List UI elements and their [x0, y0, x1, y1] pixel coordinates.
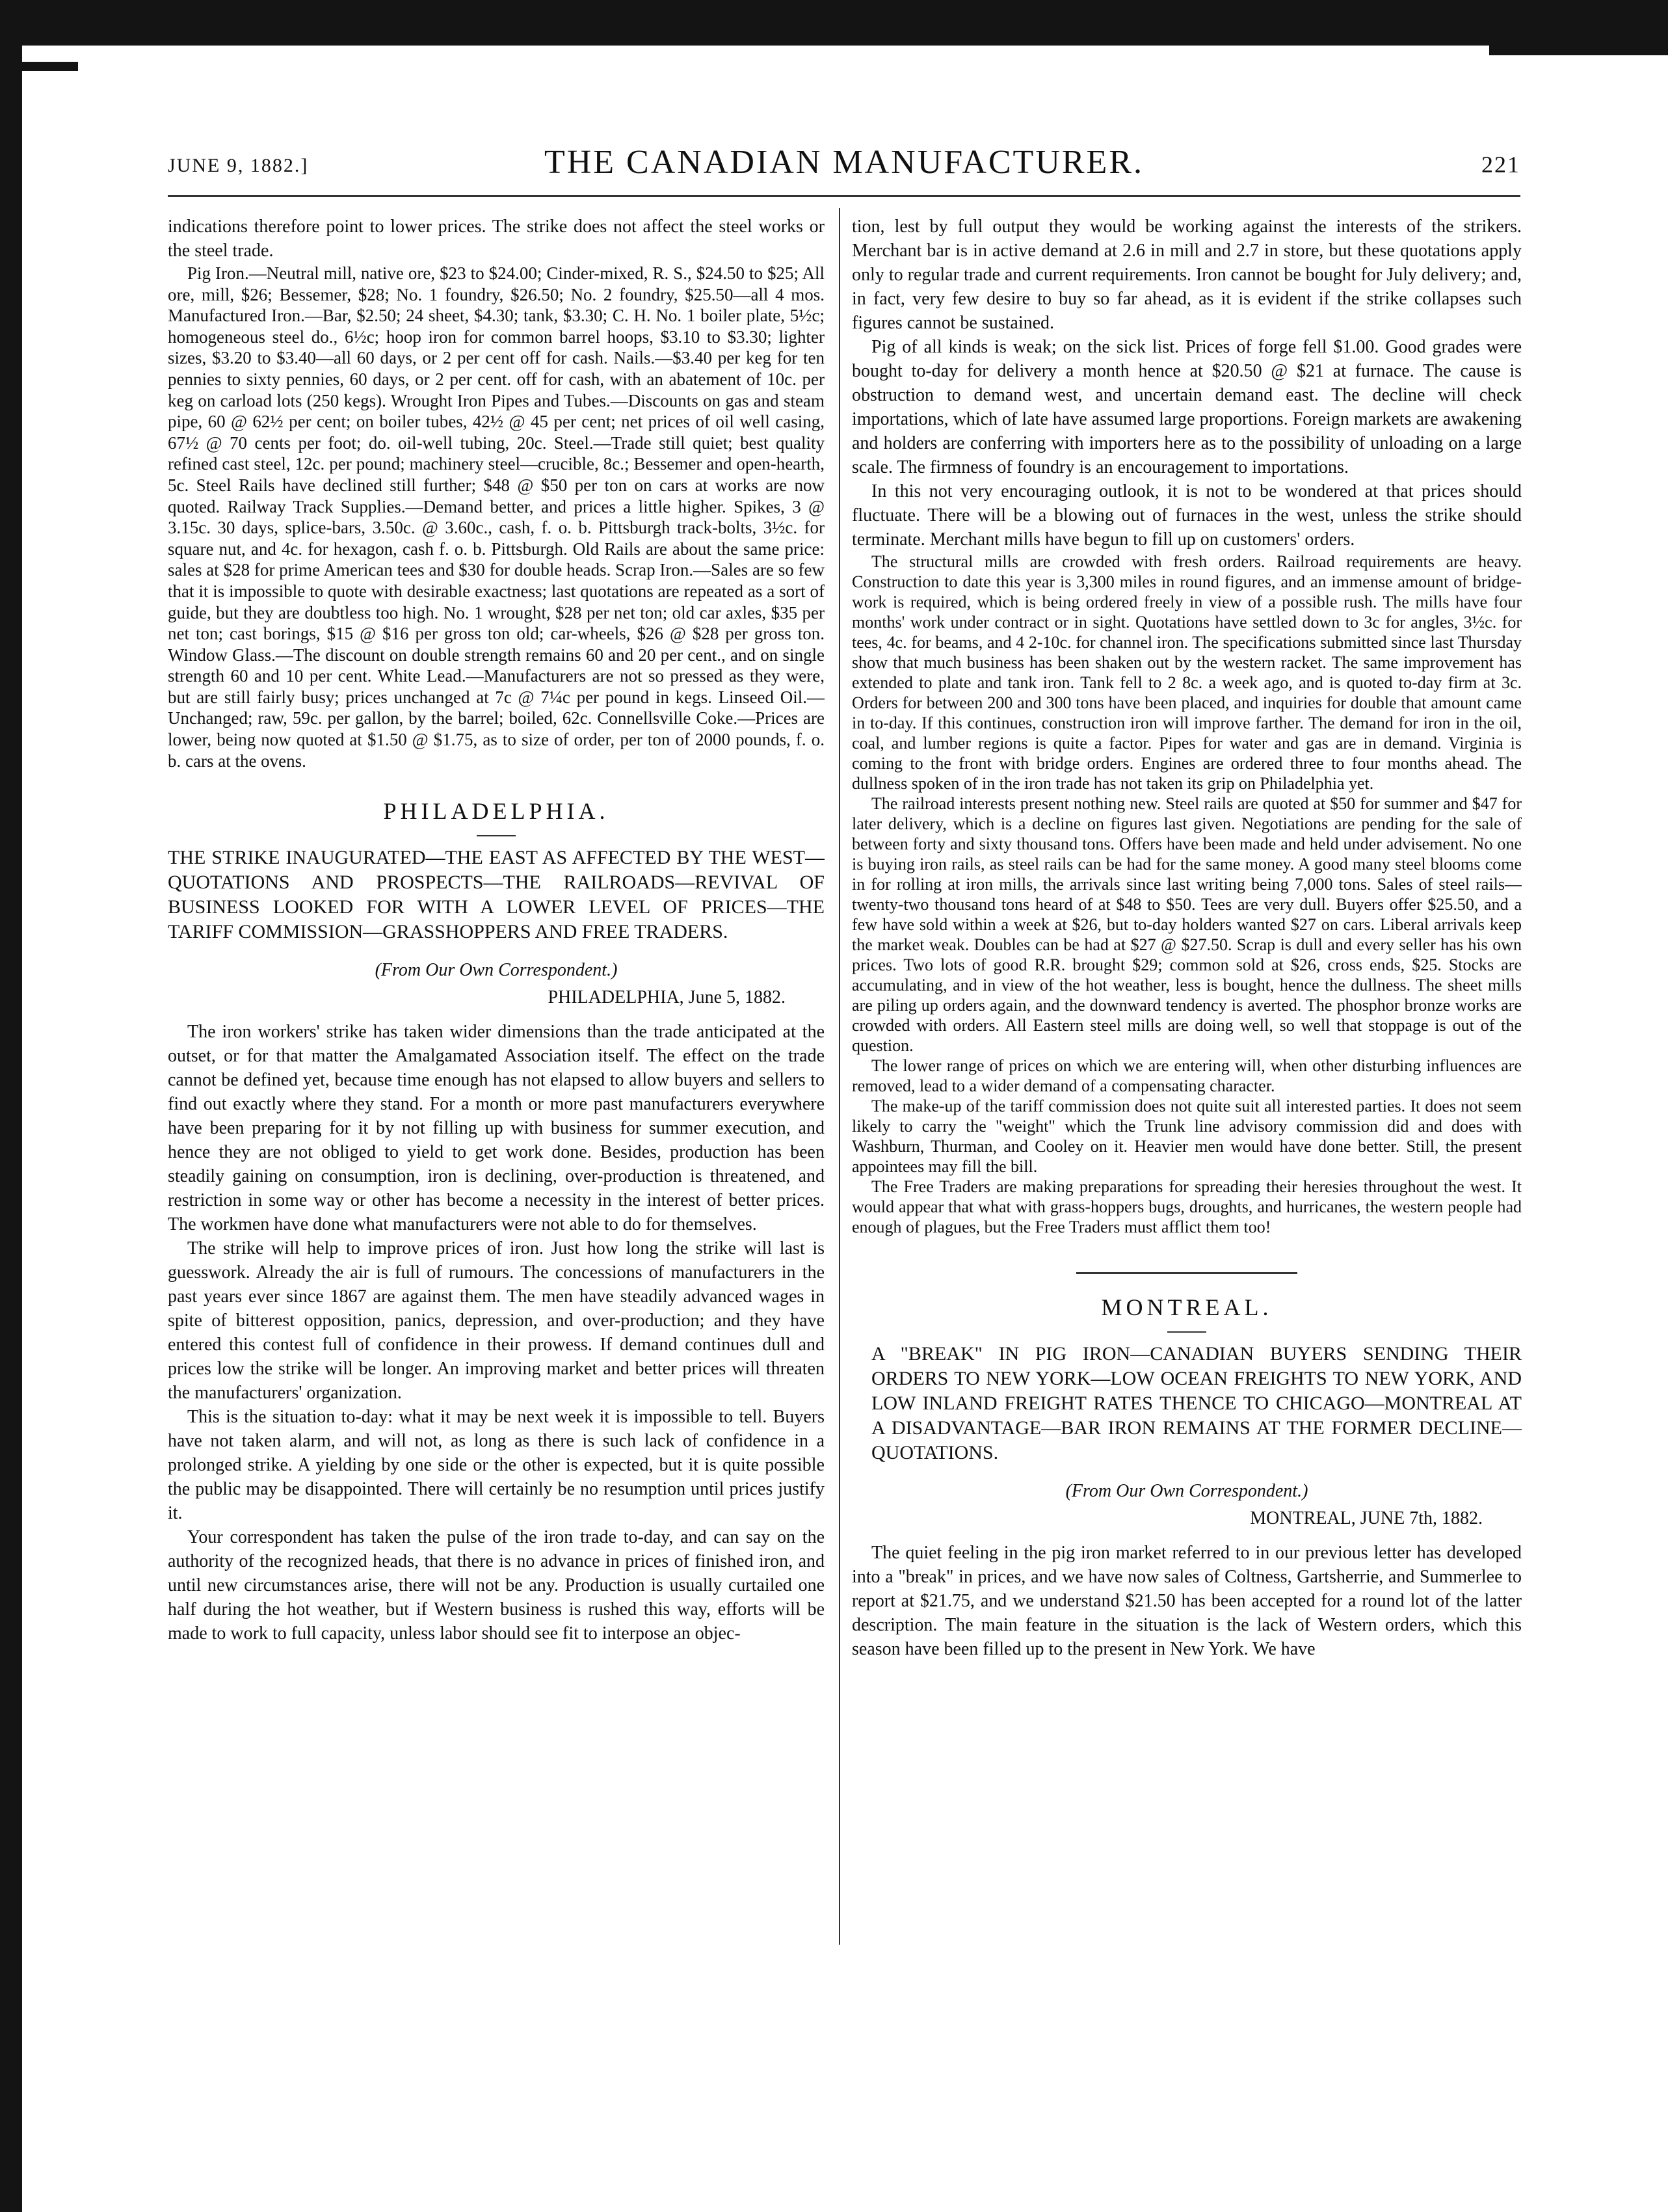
page-header [168, 142, 1520, 187]
scan-top-border [0, 0, 1668, 46]
paragraph: This is the situation to-day: what it may be next week it is impossible to tell. Buyers have not taken alarm, and will not, as long as there is such lack of confidence in a prolonged strike. A yielding by one side or the other is expected, but it is quite possible the public may be disappointed. There will certainly be no resumption until prices justify it. [168, 1407, 825, 1524]
publication-title: THE CANADIAN MANUFACTURER. [544, 144, 1145, 181]
paragraph: The strike will help to improve prices of iron. Just how long the strike will last is guesswork. Already the air is full of rumours. The concessions of manufacturers in the past years ever since 1867 are against them. The men have steadily advanced wages in spite of bitterest opposition, panics, depression, and over-production; and they have entered this contest full of confidence in their prowess. If demand continues dull and prices low the strike will be longer. An improving market and better prices will threaten the manufacturers' organization. [168, 1238, 825, 1404]
paragraph: The quiet feeling in the pig iron market referred to in our previous letter has developed into a "break" in prices, and we have now sales of Coltness, Gartsherrie, and Summerlee to report at $21.75, and we understand $21.50 has been accepted for a round lot of the latter description. The main feature in the situation is the lack of Western orders, which this season have been filled up to the present in New York. We have [852, 1543, 1522, 1659]
paragraph: The lower range of prices on which we are entering will, when other disturbing influences are removed, lead to a wider demand of a compensating character. [852, 1056, 1522, 1095]
paragraph: The make-up of the tariff commission does not quite suit all interested parties. It does not seem likely to carry the "weight" which the Trunk line advisory commission did and does with Washburn, Thurman, and Cooley on it. Heavier men would have done better. Still, the present appointees may fill the bill. [852, 1097, 1522, 1176]
section-rule [477, 835, 516, 836]
paragraph: The structural mills are crowded with fresh orders. Railroad requirements are heavy. Construction to date this year is 3,300 miles in round figures, and an immense amount of bridge-work is required, which is being ordered freely in view of a possible rush. The mills have four months' work under contract or in sight. Quotations have settled down to 3c for angles, 3½c. for tees, 4c. for beams, and 4 2-10c. for channel iron. The specifications submitted since last Thursday show that much business has been shaken out by the western racket. The same improvement has extended to plate and tank iron. Tank fell to 2 8c. a week ago, and is quoted to-day firm at 3c. Orders for between 200 and 300 tons have been placed, and inquiries for double that amount came in to-day. If this continues, construction iron will improve farther. The demand for iron in the oil, coal, and lumber regions is quite a factor. Pipes for water and gas are in demand. Virginia is coming to the front with bridge orders. Engines are ordered three to four months ahead. The dullness spoken of in the iron trade has not taken its grip on Philadelphia yet. [852, 552, 1522, 793]
issue-date: JUNE 9, 1882.] [168, 155, 309, 176]
section-title-montreal: MONTREAL. [1101, 1294, 1273, 1320]
section-subhead: A "BREAK" IN PIG IRON—CANADIAN BUYERS SENDING THEIR ORDERS TO NEW YORK—LOW OCEAN FREIGHTS TO NEW YORK, AND LOW INLAND FREIGHT RATES THENCE TO CHICAGO—MONTREAL AT A DISADVANTAGE—BAR IRON REMAINS AT THE FORMER DECLINE—QUOTATIONS. [871, 1343, 1522, 1463]
right-column [852, 215, 1522, 2179]
left-column [168, 215, 825, 2179]
section-subhead: THE STRIKE INAUGURATED—THE EAST AS AFFECTED BY THE WEST—QUOTATIONS AND PROSPECTS—THE RAILROADS—REVIVAL OF BUSINESS LOOKED FOR WITH A LOWER LEVEL OF PRICES—THE TARIFF COMMISSION—GRASSHOPPERS AND FREE TRADERS. [168, 847, 825, 943]
byline: (From Our Own Correspondent.) [1065, 1481, 1308, 1501]
paragraph: Your correspondent has taken the pulse of the iron trade to-day, and can say on the authority of the recognized heads, that there is no advance in prices of finished iron, and until new circumstances arise, there will not be any. Production is usually curtailed one half during the hot weather, but if Western business is rushed this way, efforts will be made to work to full capacity, unless labor should see fit to interpose an objec- [168, 1527, 825, 1644]
market-quotations-paragraph: Pig Iron.—Neutral mill, native ore, $23 to $24.00; Cinder-mixed, R. S., $24.50 to $25; All ore, mill, $26; Bessemer, $28; No. 1 foundry, $26.50; No. 2 foundry, $25.50—all 4 mos. Manufactured Iron.—Bar, $2.50; 24 sheet, $4.30; tank, $3.30; C. H. No. 1 boiler plate, 5½c; homogeneous steel do., 6½c; hoop iron for common barrel hoops, $3.10 to $3.30; lighter sizes, $3.20 to $3.40—all 60 days, or 2 per cent off for cash. Nails.—$3.40 per keg for ten pennies to sixty pennies, 60 days, or 2 per cent. off for cash, with an abatement of 10c. per keg on carload lots (250 kegs). Wrought Iron Pipes and Tubes.—Discounts on gas and steam pipe, 60 @ 62½ per cent; on boiler tubes, 42½ @ 45 per cent; net prices of oil well casing, 67½ @ 70 cents per foot; do. oil-well tubing, 20c. Steel.—Trade still quiet; best quality refined cast steel, 12c. per pound; machinery steel—crucible, 8c.; Bessemer and open-hearth, 5c. Steel Rails have declined still further; $48 @ $50 per ton on cars at works are now quoted. Railway Track Supplies.—Demand better, and prices a little higher. Spikes, 3 @ 3.15c. 30 days, splice-bars, 3.50c. @ 3.60c., cash, f. o. b. Pittsburgh track-bolts, 3½c. for square nut, and 4c. for hexagon, cash f. o. b. Pittsburgh. Old Rails are about the same price: sales at $28 for prime American tees and $30 for double heads. Scrap Iron.—Sales are so few that it is impossible to quote with desirable exactness; last quotations are repeated as a sort of guide, but they are doubtless too high. No. 1 wrought, $28 per net ton; old car axles, $35 per net ton; cast borings, $15 @ $16 per gross ton old; car-wheels, $26 @ $28 per gross ton. Window Glass.—The discount on double strength remains 60 and 20 per cent., and on single strength 60 and 10 per cent. White Lead.—Manufacturers are not so pressed as they were, but are still fairly busy; prices unchanged at 7c @ 7¼c per pound in kegs. Linseed Oil.—Unchanged; raw, 59c. per gallon, by the barrel; boiled, 62c. Connellsville Coke.—Prices are lower, being now quoted at $1.50 @ $1.75, as to size of order, per ton of 2000 pounds, f. o. b. cars at the ovens. [168, 263, 825, 771]
section-title-philadelphia: PHILADELPHIA. [383, 798, 609, 825]
paragraph: The Free Traders are making preparations for spreading their heresies throughout the west. It would appear that what with grass-hoppers bugs, droughts, and hurricanes, the western people had enough of plagues, but the Free Traders must afflict them too! [852, 1177, 1522, 1236]
paragraph: In this not very encouraging outlook, it is not to be wondered at that prices should fluctuate. There will be a blowing out of furnaces in the west, unless the strike should terminate. Merchant mills have begun to fill up on customers' orders. [852, 481, 1522, 550]
paragraph: Pig of all kinds is weak; on the sick list. Prices of forge fell $1.00. Good grades were bought to-day for delivery a month hence at $20.50 @ $21 at furnace. The cause is obstruction to demand west, and uncertain demand east. The decline will check importations, which of late have assumed large proportions. Foreign markets are awakening and holders are conferring with importers here as to the possibility of unloading on a large scale. The firmness of foundry is an encouragement to importations. [852, 337, 1522, 477]
paragraph: indications therefore point to lower prices. The strike does not affect the steel works or the steel trade. [168, 217, 825, 261]
section-rule [1167, 1331, 1206, 1333]
column-divider [839, 208, 840, 1945]
scan-left-mark [0, 62, 78, 71]
paragraph: tion, lest by full output they would be working against the interests of the strikers. Merchant bar is in active demand at 2.6 in mill and 2.7 in store, but these quotations apply only to regular trade and current requirements. Iron cannot be bought for July delivery; and, in fact, very few desire to buy so far ahead, as it is evident if the strike collapses such figures cannot be sustained. [852, 217, 1522, 333]
dateline: PHILADELPHIA, June 5, 1882. [548, 987, 786, 1008]
byline: (From Our Own Correspondent.) [375, 960, 618, 981]
section-separator [1076, 1272, 1297, 1274]
scan-left-border [0, 0, 22, 2212]
dateline: MONTREAL, JUNE 7th, 1882. [1250, 1508, 1483, 1528]
paragraph: The iron workers' strike has taken wider dimensions than the trade anticipated at the outset, or for that matter the Amalgamated Association itself. The effect on the trade cannot be defined yet, because time enough has not elapsed to allow buyers and sellers to find out exactly where they stand. For a month or more past manufacturers everywhere have been preparing for it by not filling up with business for summer execution, and hence they are not obliged to yield to get work done. Besides, production has been steadily gaining on consumption, iron is declining, over-production is threatened, and restriction in some way or other has become a necessity in the interest of better prices. The workmen have done what manufacturers were not able to do for themselves. [168, 1022, 825, 1235]
paragraph: The railroad interests present nothing new. Steel rails are quoted at $50 for summer and $47 for later delivery, which is a decline on figures last given. Negotiations are pending for the sale of between forty and sixty thousand tons. Offers have been made and held under advisement. No one is buying iron rails, as steel rails can be had for the same money. A good many steel blooms come in for rolling at iron mills, the arrivals since last writing being 7,000 tons. Sales of steel rails—twenty-two thousand tons heard of at $48 to $50. Tees are very dull. Buyers offer $25.50, and a few have sold within a week at $26, but to-day holders wanted $27 on cars. Liberal arrivals keep the market weak. Doubles can be had at $27 @ $27.50. Scrap is dull and every seller has his own prices. Two lots of good R.R. brought $29; common sold at $26, cross ends, $25. Stocks are accumulating, and in view of the hot weather, less is bought, hence the dullness. The sheet mills are piling up orders again, and the downward tendency is averted. The phosphor bronze works are crowded with orders. All Eastern steel mills are doing well, so well that stoppage is out of the question. [852, 794, 1522, 1055]
page-number: 221 [1481, 152, 1520, 178]
scan-top-border-tail [1489, 36, 1668, 55]
header-rule [168, 195, 1520, 197]
